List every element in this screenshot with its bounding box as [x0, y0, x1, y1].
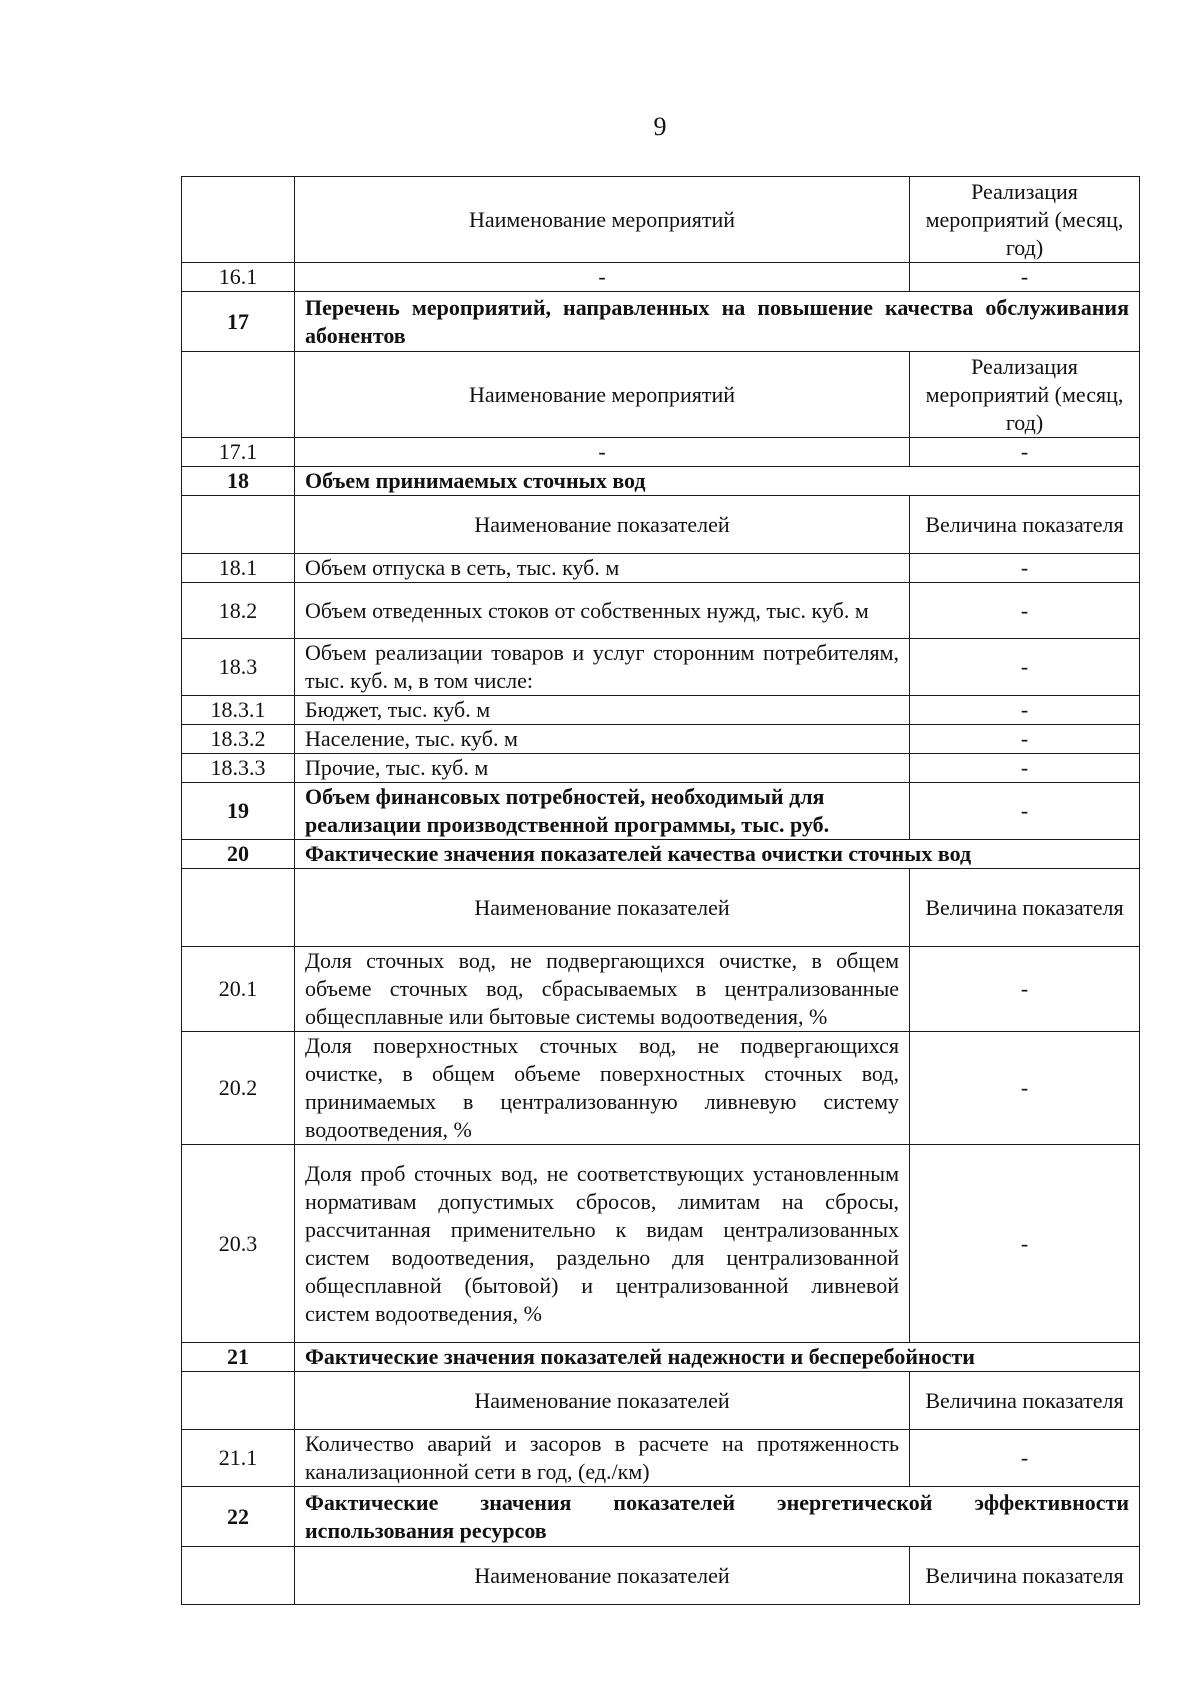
row-number: 18.3.2 [182, 725, 295, 754]
column-header-name: Наименование мероприятий [295, 177, 910, 263]
row-value: - [910, 639, 1140, 696]
table-header-row [182, 496, 1140, 554]
row-value: - [910, 1145, 1140, 1343]
section-row [182, 292, 1140, 352]
section-value: - [910, 783, 1140, 840]
row-text: Объем отведенных стоков от собственных нужд, тыс. куб. м [295, 583, 910, 639]
table-row [182, 1430, 1140, 1487]
empty-cell [182, 1547, 295, 1605]
column-header-name: Наименование показателей [295, 496, 910, 554]
row-value: - [910, 554, 1140, 583]
row-value: - [910, 583, 1140, 639]
column-header-value: Величина показателя [910, 1372, 1140, 1430]
empty-cell [182, 1372, 295, 1430]
section-number: 18 [182, 467, 295, 496]
row-text: Доля сточных вод, не подвергающихся очистке, в общем объеме сточных вод, сбрасываемых в централизованные общесплавные или бытовые системы водоотведения, % [295, 947, 910, 1032]
section-row [182, 1343, 1140, 1372]
table-row [182, 1032, 1140, 1145]
table-row [182, 438, 1140, 467]
table-header-row [182, 1547, 1140, 1605]
row-number: 18.2 [182, 583, 295, 639]
table-row [182, 639, 1140, 696]
row-number: 16.1 [182, 263, 295, 292]
row-number: 18.1 [182, 554, 295, 583]
row-value: - [910, 947, 1140, 1032]
row-text: - [295, 438, 910, 467]
empty-cell [182, 496, 295, 554]
row-text: Объем отпуска в сеть, тыс. куб. м [295, 554, 910, 583]
section-row [182, 783, 1140, 840]
row-value: - [910, 438, 1140, 467]
row-text: - [295, 263, 910, 292]
row-text: Прочие, тыс. куб. м [295, 754, 910, 783]
column-header-name: Наименование показателей [295, 1372, 910, 1430]
row-number: 21.1 [182, 1430, 295, 1487]
column-header-value: Величина показателя [910, 496, 1140, 554]
row-text: Доля поверхностных сточных вод, не подвергающихся очистке, в общем объеме поверхностных сточных вод, принимаемых в централизованную ливневую систему водоотведения, % [295, 1032, 910, 1145]
section-number: 22 [182, 1487, 295, 1547]
row-number: 18.3 [182, 639, 295, 696]
row-value: - [910, 725, 1140, 754]
table-row [182, 696, 1140, 725]
section-number: 20 [182, 840, 295, 869]
table-row [182, 554, 1140, 583]
row-number: 18.3.1 [182, 696, 295, 725]
table-row [182, 947, 1140, 1032]
column-header-value: Реализация мероприятий (месяц, год) [910, 352, 1140, 438]
row-text: Доля проб сточных вод, не соответствующих установленным нормативам допустимых сбросов, лимитам на сбросы, рассчитанная применительно к видам централизованных систем водоотведения, раздельно для централизованной общесплавной (бытовой) и централизованной ливневой систем водоотведения, % [295, 1145, 910, 1343]
section-title: Объем принимаемых сточных вод [295, 467, 1140, 496]
section-row [182, 1487, 1140, 1547]
section-row [182, 840, 1140, 869]
row-text: Количество аварий и засоров в расчете на протяженность канализационной сети в год, (ед./км) [295, 1430, 910, 1487]
row-number: 20.3 [182, 1145, 295, 1343]
column-header-value: Величина показателя [910, 869, 1140, 947]
section-title: Фактические значения показателей надежности и бесперебойности [295, 1343, 1140, 1372]
section-row [182, 467, 1140, 496]
empty-cell [182, 869, 295, 947]
column-header-value: Величина показателя [910, 1547, 1140, 1605]
row-number: 20.2 [182, 1032, 295, 1145]
production-program-table [181, 176, 1140, 1605]
table-header-row [182, 869, 1140, 947]
section-title: Фактические значения показателей качества очистки сточных вод [295, 840, 1140, 869]
column-header-value: Реализация мероприятий (месяц, год) [910, 177, 1140, 263]
empty-cell [182, 177, 295, 263]
page-number: 9 [653, 112, 667, 141]
section-title: Фактические значения показателей энергетической эффективности использования ресурсов [295, 1487, 1140, 1547]
table-header-row [182, 1372, 1140, 1430]
table-row [182, 754, 1140, 783]
row-number: 18.3.3 [182, 754, 295, 783]
row-value: - [910, 1430, 1140, 1487]
column-header-name: Наименование показателей [295, 1547, 910, 1605]
column-header-name: Наименование мероприятий [295, 352, 910, 438]
row-text: Объем реализации товаров и услуг сторонним потребителям, тыс. куб. м, в том числе: [295, 639, 910, 696]
section-title: Перечень мероприятий, направленных на повышение качества обслуживания абонентов [295, 292, 1140, 352]
row-value: - [910, 696, 1140, 725]
table-row [182, 1145, 1140, 1343]
table-header-row [182, 177, 1140, 263]
row-text: Бюджет, тыс. куб. м [295, 696, 910, 725]
table-row [182, 263, 1140, 292]
table-row [182, 583, 1140, 639]
row-number: 17.1 [182, 438, 295, 467]
table-row [182, 725, 1140, 754]
section-number: 17 [182, 292, 295, 352]
row-value: - [910, 263, 1140, 292]
row-value: - [910, 1032, 1140, 1145]
row-value: - [910, 754, 1140, 783]
column-header-name: Наименование показателей [295, 869, 910, 947]
section-number: 21 [182, 1343, 295, 1372]
row-number: 20.1 [182, 947, 295, 1032]
empty-cell [182, 352, 295, 438]
section-number: 19 [182, 783, 295, 840]
table-header-row [182, 352, 1140, 438]
row-text: Население, тыс. куб. м [295, 725, 910, 754]
section-title: Объем финансовых потребностей, необходимый для реализации производственной программы, тыс. руб. [295, 783, 910, 840]
